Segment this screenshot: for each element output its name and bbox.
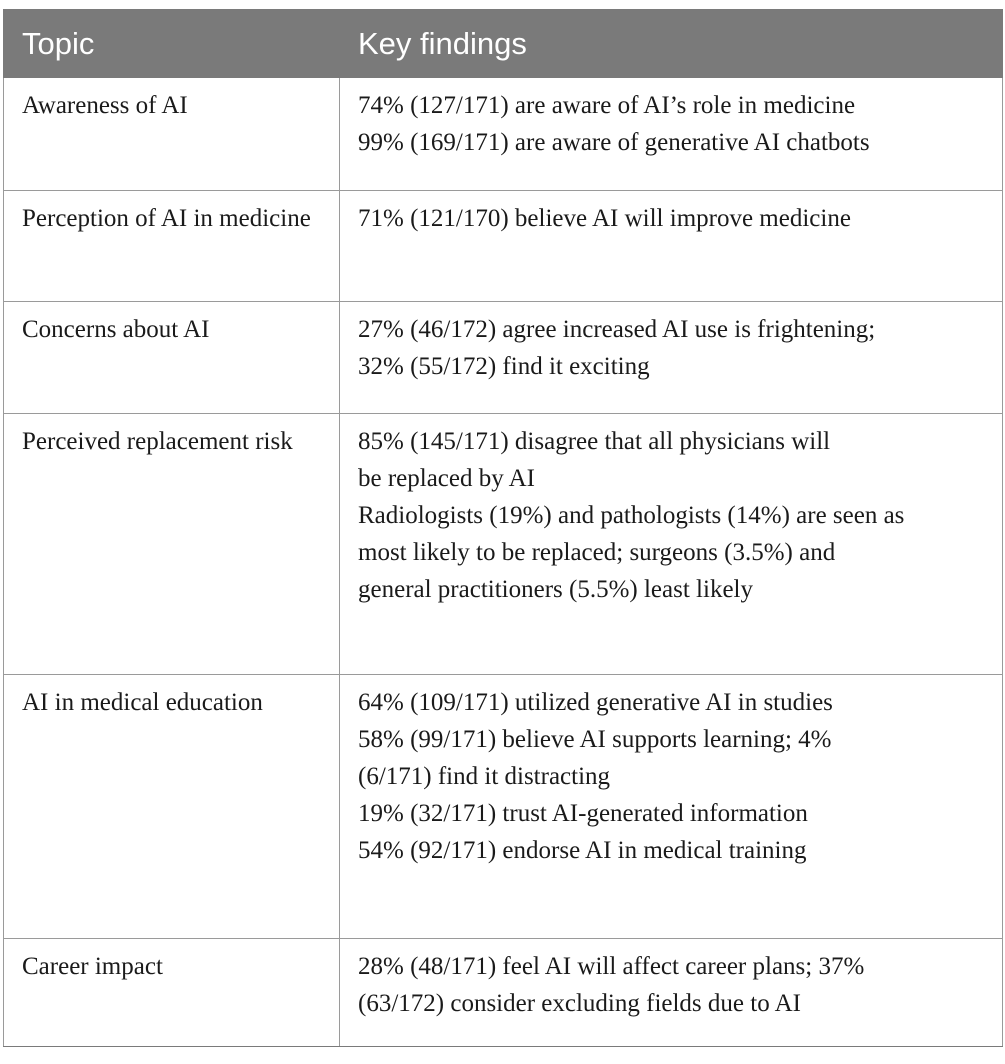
findings-cell: [340, 191, 1003, 302]
findings-cell: [340, 414, 1003, 675]
finding-line: 99% (169/171) are aware of generative AI chatbots: [358, 129, 870, 156]
topic-cell: Perception of AI in medicine: [4, 191, 340, 302]
finding-line: most likely to be replaced; surgeons (3.5%) and: [358, 539, 836, 566]
table-row: [4, 675, 1003, 939]
header-key-findings: Key findings: [340, 10, 1003, 78]
table-row: [4, 939, 1003, 1047]
findings-cell: [340, 675, 1003, 939]
table-row: [4, 191, 1003, 302]
finding-line: Radiologists (19%) and pathologists (14%) are seen as: [358, 502, 905, 529]
finding-line: 71% (121/170) believe AI will improve medicine: [358, 205, 851, 232]
finding-line: 74% (127/171) are aware of AI’s role in medicine: [358, 92, 856, 119]
finding-line: 54% (92/171) endorse AI in medical training: [358, 837, 807, 864]
finding-line: 32% (55/172) find it exciting: [358, 353, 650, 380]
topic-cell: AI in medical education: [4, 675, 340, 939]
findings-cell: [340, 302, 1003, 414]
finding-line: 85% (145/171) disagree that all physicians will: [358, 428, 831, 455]
findings-cell: [340, 78, 1003, 191]
finding-line: (63/172) consider excluding fields due to AI: [358, 990, 801, 1017]
topic-cell: Concerns about AI: [4, 302, 340, 414]
finding-line: general practitioners (5.5%) least likely: [358, 576, 753, 603]
findings-cell: [340, 939, 1003, 1047]
finding-line: 28% (48/171) feel AI will affect career plans; 37%: [358, 953, 865, 980]
header-topic: Topic: [4, 10, 340, 78]
table-body: [4, 78, 1003, 1047]
table-row: [4, 414, 1003, 675]
table-row: [4, 78, 1003, 191]
finding-line: 27% (46/172) agree increased AI use is frightening;: [358, 316, 876, 343]
finding-line: 58% (99/171) believe AI supports learning; 4%: [358, 726, 832, 753]
finding-line: (6/171) find it distracting: [358, 763, 611, 790]
finding-line: 64% (109/171) utilized generative AI in studies: [358, 689, 833, 716]
table-row: [4, 302, 1003, 414]
header-row: [4, 10, 1003, 78]
topic-cell: Career impact: [4, 939, 340, 1047]
topic-cell: Awareness of AI: [4, 78, 340, 191]
finding-line: 19% (32/171) trust AI-generated information: [358, 800, 808, 827]
finding-line: be replaced by AI: [358, 465, 536, 492]
topic-cell: Perceived replacement risk: [4, 414, 340, 675]
findings-table: [3, 9, 1003, 1047]
table-header: [4, 10, 1003, 78]
